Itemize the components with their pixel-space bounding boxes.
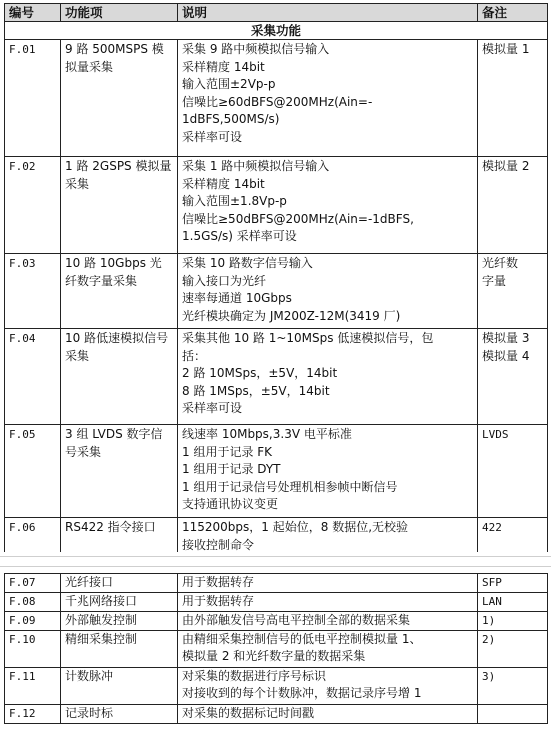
header-note: 备注 <box>478 4 548 22</box>
note-line: LVDS <box>482 428 509 441</box>
row-description <box>178 631 478 668</box>
note-line: 422 <box>482 521 502 534</box>
desc-line: 对接收到的每个计数脉冲，数据记录序号增 1 <box>182 686 422 700</box>
note-line: 模拟量 1 <box>482 42 530 56</box>
note-line: 光纤数 <box>482 256 519 270</box>
desc-line: 1dBFS,500MS/s) <box>182 112 280 126</box>
row-function: 外部触发控制 <box>61 612 178 631</box>
table-row <box>5 593 548 612</box>
desc-line: 采集其他 10 路 1~10MSps 低速模拟信号，包 <box>182 331 434 345</box>
table-row <box>5 157 548 254</box>
row-note: LAN <box>478 593 548 612</box>
desc-line: 采样率可设 <box>182 129 243 144</box>
row-note <box>478 254 548 329</box>
row-function: RS422 指令接口 <box>61 518 178 556</box>
row-description <box>178 254 478 329</box>
header-id: 编号 <box>5 4 61 22</box>
desc-line: 对采集的数据进行序号标识 <box>182 669 327 683</box>
desc-line: 速率每通道 10Gbps <box>182 291 292 305</box>
desc-line: 采样精度 14bit <box>182 59 265 74</box>
row-id: F.12 <box>5 705 61 724</box>
desc-line: 2 路 10MSps，±5V，14bit <box>182 366 338 380</box>
desc-line: 采集 1 路中频模拟信号输入 <box>182 159 330 173</box>
row-description <box>178 518 478 556</box>
desc-line: 采集 10 路数字信号输入 <box>182 256 313 270</box>
row-id: F.05 <box>5 425 61 518</box>
desc-line: 支持通讯协议变更 <box>182 497 279 511</box>
row-note <box>478 40 548 157</box>
function-table-top <box>4 3 548 556</box>
row-description <box>178 668 478 705</box>
desc-line: 1 组用于记录 FK <box>182 444 273 459</box>
section-title: 采集功能 <box>5 22 548 40</box>
desc-line: 接收控制命令 <box>182 537 255 552</box>
row-description <box>178 329 478 425</box>
desc-line: 由精细采集控制信号的低电平控制模拟量 1、 <box>182 632 422 646</box>
row-description <box>178 593 478 612</box>
table-row <box>5 254 548 329</box>
desc-line: 输入范围±1.8Vp-p <box>182 194 287 208</box>
page-break <box>0 552 551 570</box>
row-function: 记录时标 <box>61 705 178 724</box>
table-row <box>5 668 548 705</box>
desc-line: 采样率可设 <box>182 401 243 415</box>
note-line: 字量 <box>482 273 507 288</box>
table-row <box>5 705 548 724</box>
row-function: 1 路 2GSPS 模拟量采集 <box>61 157 178 254</box>
table-row <box>5 612 548 631</box>
row-note <box>478 518 548 556</box>
desc-line: 用于数据转存 <box>182 594 255 608</box>
table-row <box>5 631 548 668</box>
row-function: 10 路 10Gbps 光纤数字量采集 <box>61 254 178 329</box>
row-description <box>178 612 478 631</box>
row-description <box>178 425 478 518</box>
row-note: SFP <box>478 574 548 593</box>
section-row <box>5 22 548 40</box>
table-row <box>5 329 548 425</box>
row-id: F.09 <box>5 612 61 631</box>
row-id: F.03 <box>5 254 61 329</box>
row-description <box>178 574 478 593</box>
note-line: 模拟量 4 <box>482 348 530 363</box>
note-line: 模拟量 3 <box>482 331 530 345</box>
row-note <box>478 705 548 724</box>
table-row <box>5 574 548 593</box>
desc-line: 采集 9 路中频模拟信号输入 <box>182 42 330 56</box>
row-description <box>178 40 478 157</box>
row-description <box>178 157 478 254</box>
row-id: F.11 <box>5 668 61 705</box>
row-function: 千兆网络接口 <box>61 593 178 612</box>
row-note <box>478 157 548 254</box>
row-function: 3 组 LVDS 数字信号采集 <box>61 425 178 518</box>
table-row <box>5 40 548 157</box>
row-id: F.02 <box>5 157 61 254</box>
row-note <box>478 425 548 518</box>
function-table-bottom <box>4 573 548 724</box>
page-break-line <box>0 566 551 567</box>
note-line: 模拟量 2 <box>482 159 530 173</box>
desc-line: 输入范围±2Vp-p <box>182 77 276 91</box>
desc-line: 1 组用于记录信号处理机相参帧中断信号 <box>182 479 398 494</box>
row-id: F.06 <box>5 518 61 556</box>
row-function: 计数脉冲 <box>61 668 178 705</box>
page-break-line <box>0 556 551 557</box>
desc-line: 8 路 1MSps，±5V，14bit <box>182 383 330 398</box>
row-id: F.04 <box>5 329 61 425</box>
header-description: 说明 <box>178 4 478 22</box>
row-note: 1) <box>478 612 548 631</box>
row-id: F.08 <box>5 593 61 612</box>
row-id: F.07 <box>5 574 61 593</box>
desc-line: 对采集的数据标记时间戳 <box>182 706 315 720</box>
row-note: 2) <box>478 631 548 668</box>
desc-line: 采样精度 14bit <box>182 176 265 191</box>
desc-line: 输入接口为光纤 <box>182 273 267 288</box>
row-description <box>178 705 478 724</box>
row-function: 精细采集控制 <box>61 631 178 668</box>
header-function: 功能项 <box>61 4 178 22</box>
desc-line: 用于数据转存 <box>182 575 255 589</box>
row-function: 10 路低速模拟信号采集 <box>61 329 178 425</box>
table-header-row <box>5 4 548 22</box>
desc-line: 光纤模块确定为 JM200Z-12M(3419 厂) <box>182 308 401 323</box>
row-function: 光纤接口 <box>61 574 178 593</box>
desc-line: 模拟量 2 和光纤数字量的数据采集 <box>182 649 366 663</box>
row-id: F.01 <box>5 40 61 157</box>
row-id: F.10 <box>5 631 61 668</box>
table-row <box>5 425 548 518</box>
desc-line: 信噪比≥50dBFS@200MHz(Ain=-1dBFS, <box>182 211 414 226</box>
desc-line: 线速率 10Mbps,3.3V 电平标准 <box>182 427 352 441</box>
desc-line: 括： <box>182 348 207 363</box>
desc-line: 1 组用于记录 DYT <box>182 462 281 476</box>
desc-line: 115200bps，1 起始位，8 数据位,无校验 <box>182 520 409 534</box>
desc-line: 1.5GS/s) 采样率可设 <box>182 229 297 243</box>
row-note <box>478 329 548 425</box>
table-row <box>5 518 548 556</box>
row-function: 9 路 500MSPS 模拟量采集 <box>61 40 178 157</box>
row-note: 3) <box>478 668 548 705</box>
desc-line: 由外部触发信号高电平控制全部的数据采集 <box>182 613 411 627</box>
desc-line: 信噪比≥60dBFS@200MHz(Ain=- <box>182 94 373 109</box>
